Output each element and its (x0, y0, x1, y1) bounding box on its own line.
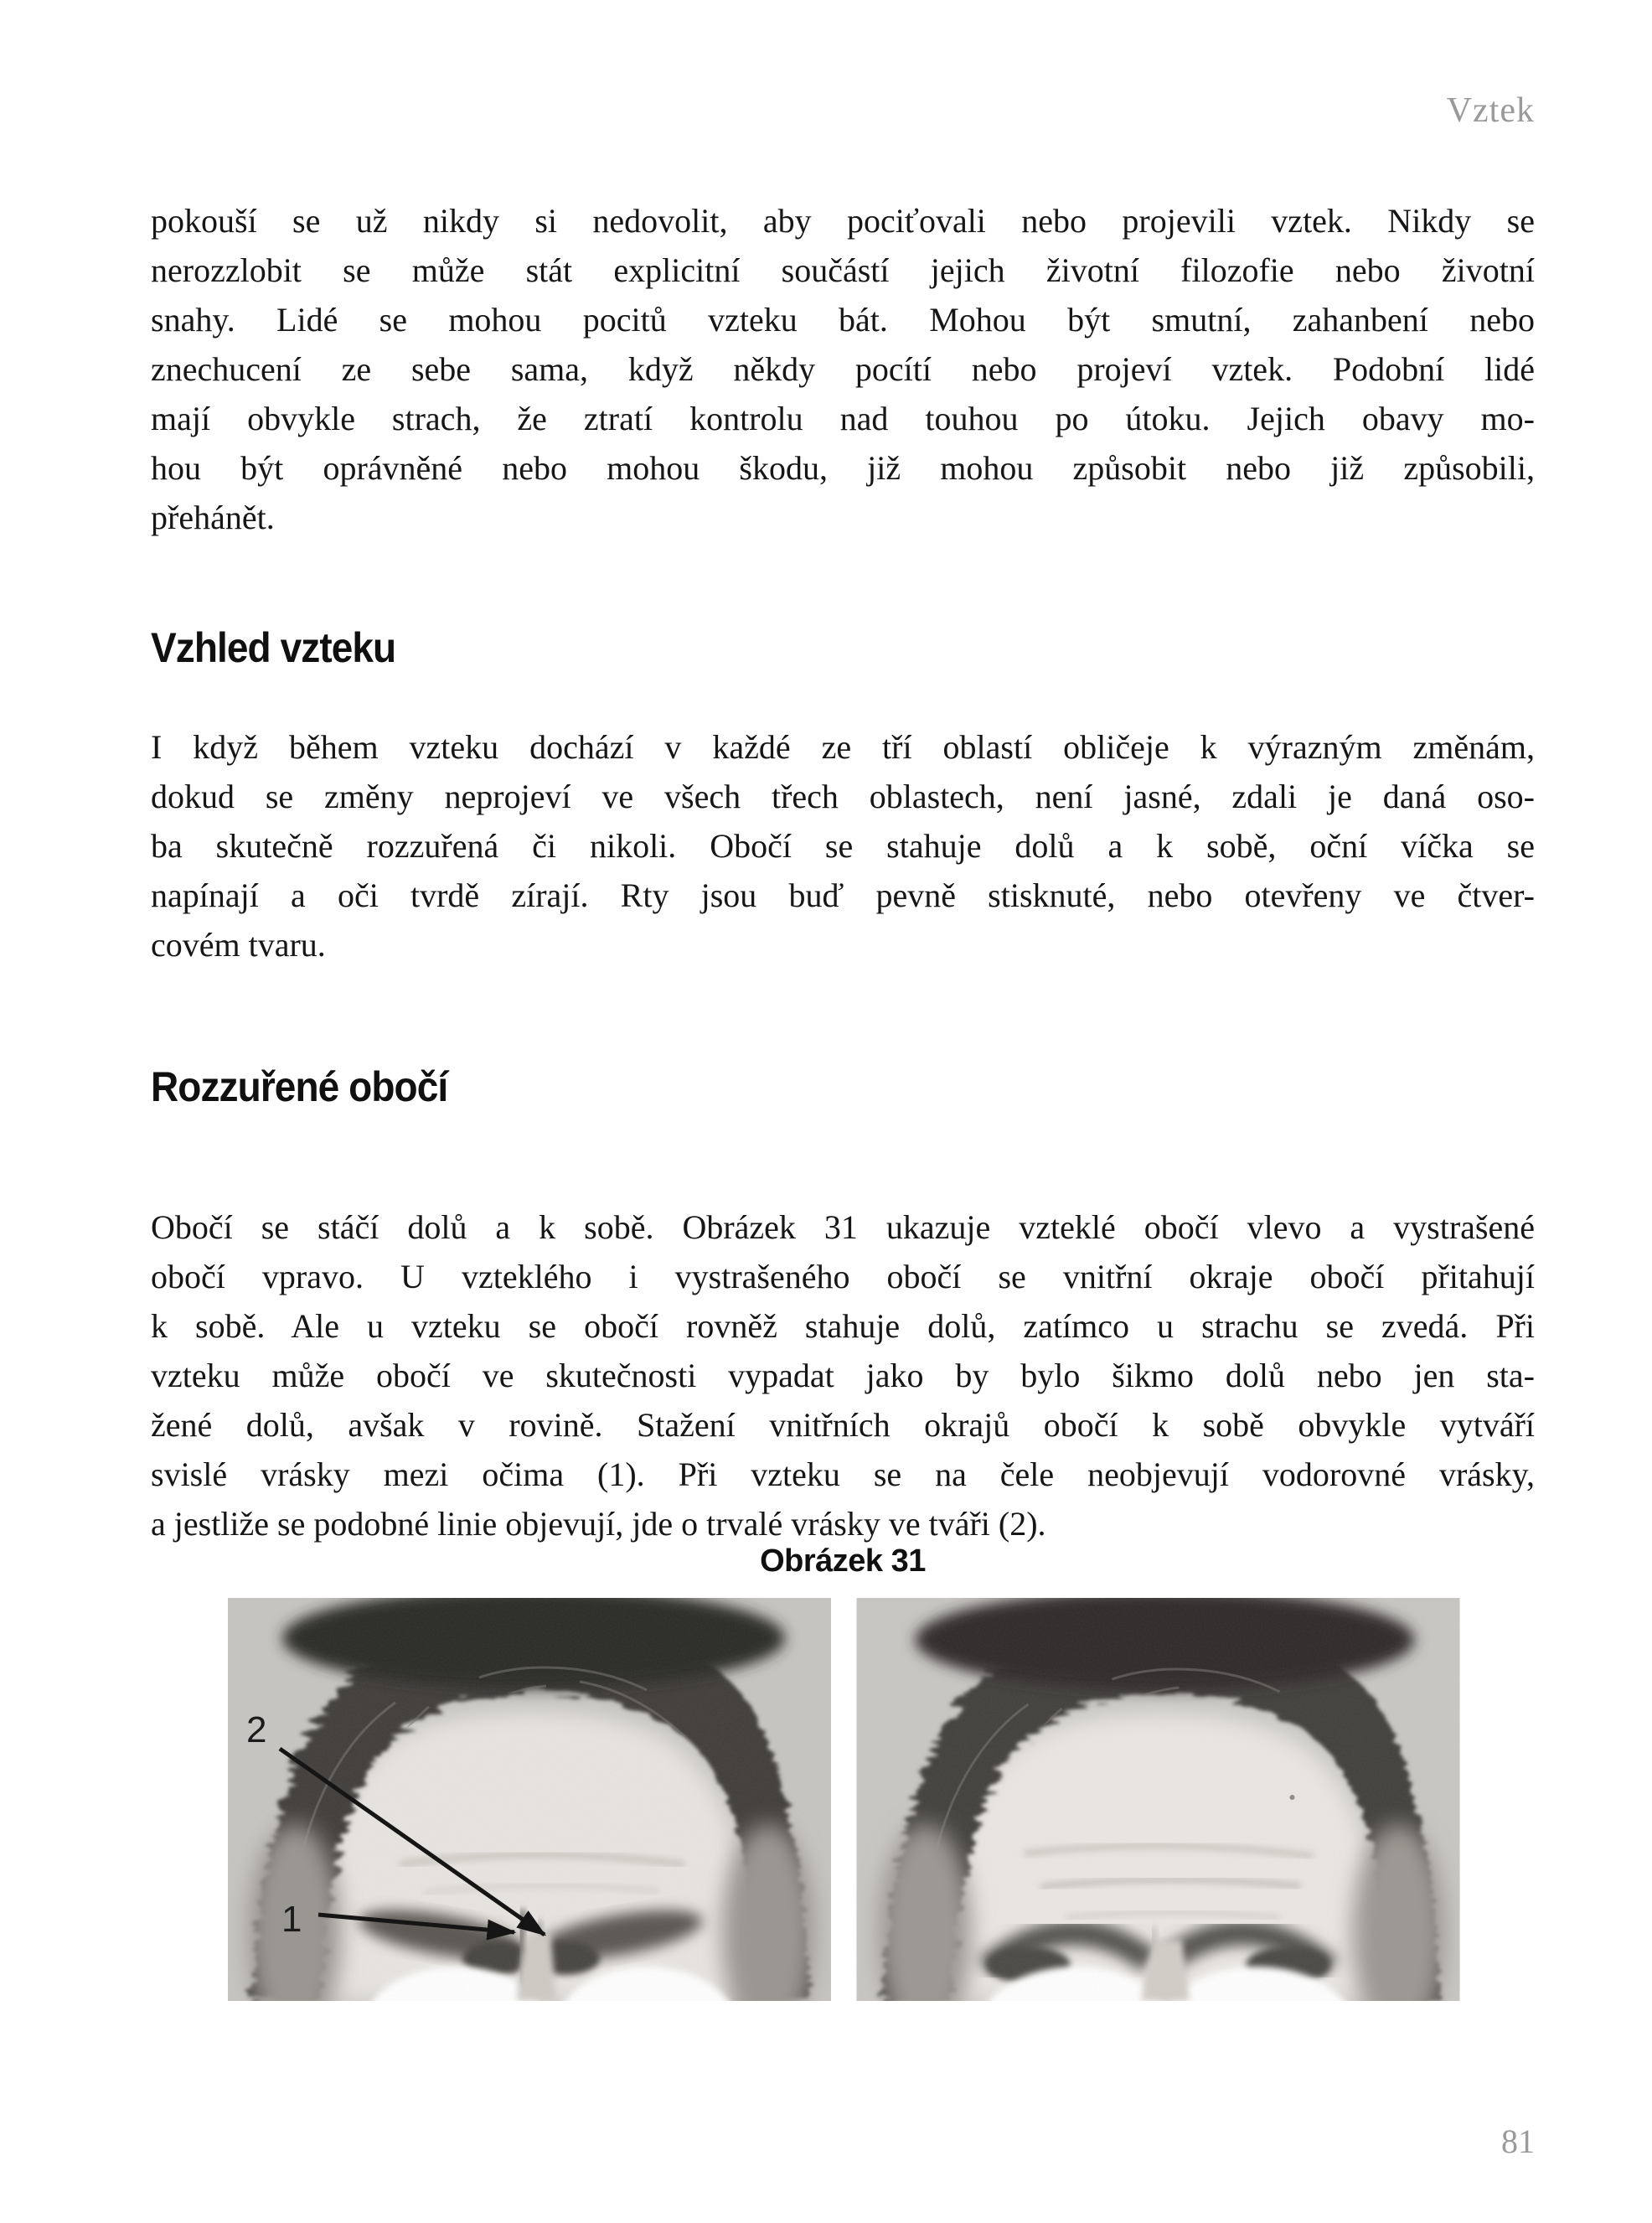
text-line: vzteku může obočí ve skutečnosti vypadat jako by bylo šikmo dolů nebo jen sta- (151, 1357, 1535, 1394)
film-grain-overlay (857, 1598, 1460, 2001)
text-line: dokud se změny neprojeví ve všech třech oblastech, není jasné, zdali je daná oso- (151, 778, 1535, 815)
text-line: přehánět. (151, 499, 275, 536)
page-number: 81 (1501, 2122, 1535, 2160)
text-line: Obočí se stáčí dolů a k sobě. Obrázek 31 ukazuje vzteklé obočí vlevo a vystrašené (151, 1208, 1535, 1246)
text-line: hou být oprávněné nebo mohou škodu, již mohou způsobit nebo již způsobili, (151, 449, 1535, 487)
film-grain-overlay (228, 1598, 831, 2001)
figure-caption: Obrázek 31 (760, 1543, 926, 1579)
text-line: snahy. Lidé se mohou pocitů vzteku bát. Mohou být smutní, zahanbení nebo (151, 301, 1535, 339)
text-line: pokouší se už nikdy si nedovolit, aby pociťovali nebo projevili vztek. Nikdy se (151, 202, 1535, 240)
text-line: a jestliže se podobné linie objevují, jde o trvalé vrásky ve tváři (2). (151, 1505, 1046, 1543)
text-line: obočí vpravo. U vzteklého i vystrašeného obočí se vnitřní okraje obočí přitahují (151, 1258, 1535, 1295)
text-line: nerozzlobit se může stát explicitní součástí jejich životní filozofie nebo životní (151, 251, 1535, 289)
text-line: mají obvykle strach, že ztratí kontrolu nad touhou po útoku. Jejich obavy mo- (151, 400, 1535, 437)
label-forehead-line: 2 (246, 1709, 267, 1750)
frightened-brow-photo (856, 1598, 1460, 2001)
text-line: žené dolů, avšak v rovině. Stažení vnitřních okrajů obočí k sobě obvykle vytváří (151, 1406, 1535, 1444)
text-line: covém tvaru. (151, 926, 326, 964)
label-vertical-wrinkle: 1 (281, 1899, 302, 1940)
running-header: Vztek (1446, 91, 1535, 130)
section1-paragraph (151, 722, 1535, 969)
section-heading-rozzurene-oboci: Rozzuřené obočí (151, 1063, 448, 1110)
text-line: I když během vzteku dochází v každé ze tří oblastí obličeje k výrazným změnám, (151, 728, 1535, 766)
section2-paragraph (151, 1202, 1535, 1548)
angry-brow-photo (228, 1598, 831, 2001)
text-line: ba skutečně rozzuřená či nikoli. Obočí se stahuje dolů a k sobě, oční víčka se (151, 827, 1535, 865)
intro-paragraph (151, 196, 1535, 542)
figure-31 (228, 1598, 1460, 2001)
text-line: znechucení ze sebe sama, když někdy pocítí nebo projeví vztek. Podobní lidé (151, 350, 1535, 388)
section-heading-vzhled-vzteku: Vzhled vzteku (151, 624, 396, 671)
text-line: k sobě. Ale u vzteku se obočí rovněž stahuje dolů, zatímco u strachu se zvedá. Při (151, 1307, 1535, 1345)
text-line: napínají a oči tvrdě zírají. Rty jsou buď pevně stisknuté, nebo otevřeny ve čtver- (151, 876, 1535, 914)
text-line: svislé vrásky mezi očima (1). Při vzteku se na čele neobjevují vodorovné vrásky, (151, 1455, 1535, 1493)
